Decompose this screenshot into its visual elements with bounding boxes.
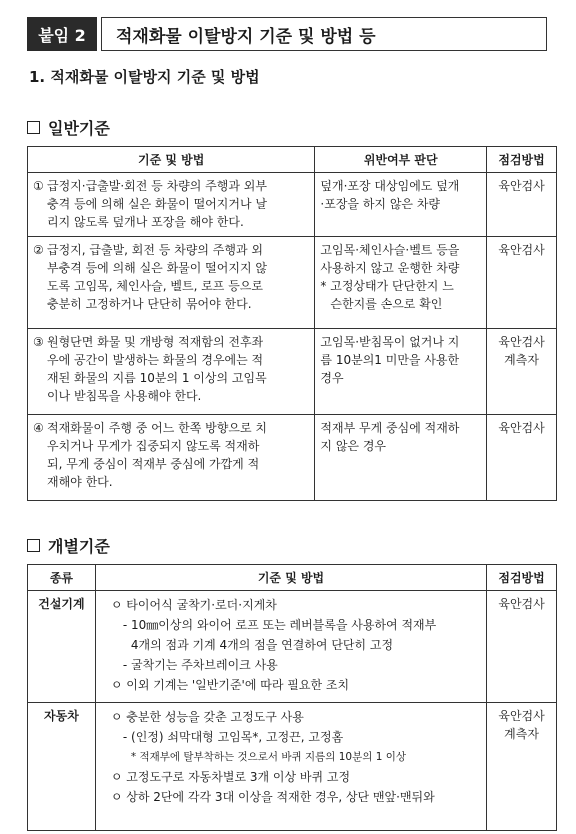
method-cell: 육안검사 계측자 [487, 703, 557, 831]
criteria-cell: ㅇ 충분한 성능을 갖춘 고정도구 사용 - (인정) 쇠막대형 고임목*, 고정끈, 고정홈 * 적재부에 탈부착하는 것으로서 바퀴 지름의 10분의 1 이상 ㅇ 고정도구로 자동차별로 3개 이상 바퀴 고정 ㅇ 상하 2단에 각각 3대 이상을 적재한 경우, 상단 맨앞·맨뒤와 [95, 703, 486, 831]
criteria-cell: ㅇ 타이어식 굴착기·로더·지게차 - 10㎜이상의 와이어 로프 또는 레버블록을 사용하여 적재부 4개의 점과 기계 4개의 점을 연결하여 단단히 고정 - 굴착기는 주차브레이크 사용 ㅇ 이외 기계는 '일반기준'에 따라 필요한 조치 [95, 591, 486, 703]
column-header: 기준 및 방법 [28, 147, 315, 173]
judgment-cell: 적재부 무게 중심에 적재하 지 않은 경우 [315, 415, 487, 501]
table-row [28, 237, 557, 329]
individual-criteria-table [27, 564, 557, 831]
column-header: 점검방법 [487, 147, 557, 173]
criteria-cell: ① 급정지·급출발·회전 등 차량의 주행과 외부 충격 등에 의해 실은 화물이 떨어지거나 날 리지 않도록 덮개나 포장을 해야 한다. [28, 173, 315, 237]
general-section-title [27, 116, 110, 139]
attachment-header [27, 17, 547, 51]
method-cell: 육안검사 [487, 173, 557, 237]
method-cell: 육안검사 [487, 237, 557, 329]
method-cell: 육안검사 [487, 415, 557, 501]
judgment-cell: 고임목·체인사슬·벨트 등을 사용하지 않고 운행한 차량 * 고정상태가 단단한지 느 슨한지를 손으로 확인 [315, 237, 487, 329]
table-row [28, 173, 557, 237]
type-cell: 자동차 [28, 703, 96, 831]
table-row [28, 591, 557, 703]
judgment-cell: 고임목·받침목이 없거나 지 름 10분의1 미만을 사용한 경우 [315, 329, 487, 415]
criteria-cell: ③ 원형단면 화물 및 개방형 적재함의 전후좌 우에 공간이 발생하는 화물의 경우에는 적 재된 화물의 지름 10분의 1 이상의 고임목 이나 받침목을 사용해야 한다. [28, 329, 315, 415]
table-header-row [28, 147, 557, 173]
criteria-cell: ④ 적재화물이 주행 중 어느 한쪽 방향으로 치 우치거나 무게가 집중되지 않도록 적재하 되, 무게 중심이 적재부 중심에 가깝게 적 재해야 한다. [28, 415, 315, 501]
judgment-cell: 덮개·포장 대상임에도 덮개 ·포장을 하지 않은 차량 [315, 173, 487, 237]
criteria-cell: ② 급정지, 급출발, 회전 등 차량의 주행과 외 부충격 등에 의해 실은 화물이 떨어지지 않 도록 고임목, 체인사슬, 벨트, 로프 등으로 충분히 고정하거나 단단히 묶어야 한다. [28, 237, 315, 329]
method-cell: 육안검사 계측자 [487, 329, 557, 415]
method-cell: 육안검사 [487, 591, 557, 703]
attachment-title: 적재화물 이탈방지 기준 및 방법 등 [101, 17, 547, 51]
general-section-label: 일반기준 [48, 119, 110, 138]
individual-section-title [27, 534, 110, 557]
column-header: 종류 [28, 565, 96, 591]
column-header: 점검방법 [487, 565, 557, 591]
table-row [28, 329, 557, 415]
column-header: 기준 및 방법 [95, 565, 486, 591]
attachment-badge: 붙임 2 [27, 17, 97, 51]
individual-section-label: 개별기준 [48, 537, 110, 556]
checkbox-square-icon [27, 539, 40, 552]
table-row [28, 703, 557, 831]
type-cell: 건설기계 [28, 591, 96, 703]
table-row [28, 415, 557, 501]
table-header-row [28, 565, 557, 591]
section-heading: 1. 적재화물 이탈방지 기준 및 방법 [29, 68, 260, 86]
column-header: 위반여부 판단 [315, 147, 487, 173]
checkbox-square-icon [27, 121, 40, 134]
general-criteria-table [27, 146, 557, 501]
